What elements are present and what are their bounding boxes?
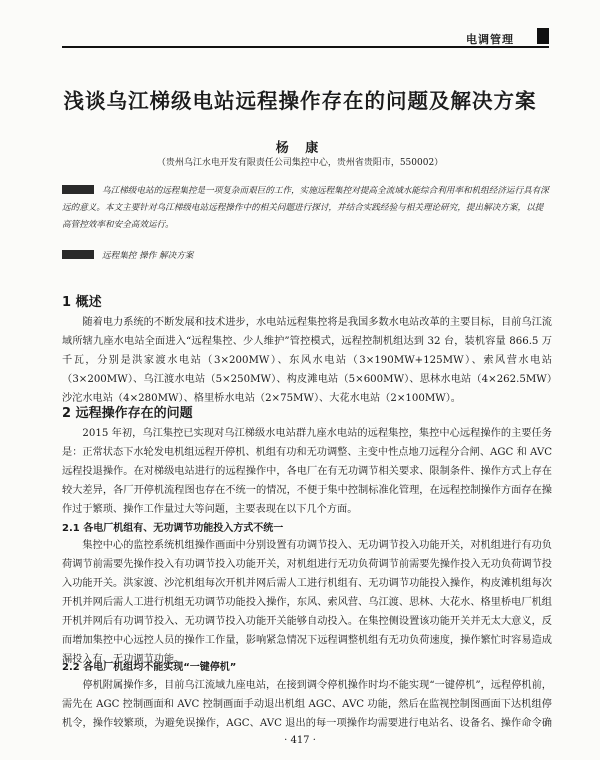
header-rule (62, 46, 549, 48)
section-heading-2-2: 2.2 各电厂机组均不能实现“一键停机” (62, 662, 237, 673)
header-section-label: 电调管理 (466, 33, 514, 46)
article-author: 杨 康 (275, 141, 325, 156)
keywords-text: 远程集控 操作 解决方案 (102, 251, 194, 261)
abstract-tag-icon (62, 185, 94, 194)
section-heading-2-1: 2.1 各电厂机组有、无功调节功能投入方式不统一 (62, 523, 284, 534)
section-heading-1: 1 概述 (62, 295, 102, 310)
section-paragraph: 随着电力系统的不断发展和技术进步，水电站远程集控将是我国多数水电站改革的主要目标，目前乌江流域所辖九座水电站全面进入“远程集控、少人维护”管控模式，远程控制机组达到 32 台，装机容量 866.5 万千瓦，分别是洪家渡水电站（3×200MW）、东风水电站（3×190MW+125MW）、索风营水电站（3×200MW）、乌江渡水电站（5×250MW）、构皮滩电站（5×600MW）、思林水电站（4×262.5MW）沙沱水电站（4×280MW）、格里桥水电站（2×75MW）、大花水电站（2×100MW）。 (62, 317, 552, 404)
article-affiliation: （贵州乌江水电开发有限责任公司集控中心，贵州省贵阳市，550002） (156, 158, 444, 168)
section-heading-2: 2 远程操作存在的问题 (62, 406, 193, 421)
keywords (62, 249, 550, 261)
abstract-text: 乌江梯级电站的远程集控是一项复杂而艰巨的工作，实施远程集控对提高全流域水能综合利用率和机组经济运行具有深远的意义。本文主要针对乌江梯级电站远程操作中的相关问题进行探讨，并结合实践经验与相关理论研究，提出解决方案，以提高管控效率和安全高效运行。 (62, 186, 549, 230)
section-paragraph: 停机附属操作多，目前乌江流域九座电站，在接到调令停机操作时均不能实现“一键停机”，远程停机前，需先在 AGC 控制画面和 AVC 控制画面手动退出机组 AGC、AVC 功能，然后在监视控制图画面下达机组停机令，操作较繁琐，为避免误操作，AGC、AVC 退出的每一项操作均需要进行电站名、设备名、操作命令确 (62, 680, 552, 729)
keywords-tag-icon (62, 250, 94, 259)
section-paragraph: 2015 年初，乌江集控已实现对乌江梯级水电站群九座水电站的远程集控，集控中心远程操作的主要任务是：正常状态下水轮发电机组远程开停机、机组有功和无功调整、主变中性点地刀远程分合闸、AGC 和 AVC 远程投退操作。在对梯级电站进行的远程操作中，各电厂在有无功调节相关要求、限制条件、操作方式上存在较大差异，各厂开停机流程图也存在不统一的情况，不便于集中控制标准化管理，在远程控制操作方面存在操作过于繁琐、操作工作量过大等问题，主要表现在以下几个方面。 (62, 428, 552, 515)
abstract (62, 183, 550, 234)
page-number: · 417 · (284, 735, 316, 746)
header-block-mark (537, 28, 549, 44)
section-paragraph: 集控中心的监控系统机组操作画面中分别设置有功调节投入、无功调节投入功能开关，对机组进行有功负荷调节前需要先操作投入有功调节投入功能开关，对机组进行无功负荷调节前需要先操作投入无功负荷调节投入功能开关。洪家渡、沙沱机组每次开机并网后需人工进行机组有、无功调节功能投入操作，构皮滩机组每次开机并网后需人工进行机组无功调节功能投入操作，东风、索风营、乌江渡、思林、大花水、格里桥电厂机组开机并网后有功调节投入、无功调节投入功能开关能够自动投入。在集控侧设置该功能开关并无太大意义，反而增加集控中心远控人员的操作工作量，影响紧急情况下远程调整机组有无功负荷速度，操作繁忙时容易造成漏投入有、无功调节功能。 (62, 540, 552, 665)
article-title: 浅谈乌江梯级电站远程操作存在的问题及解决方案 (63, 89, 537, 113)
